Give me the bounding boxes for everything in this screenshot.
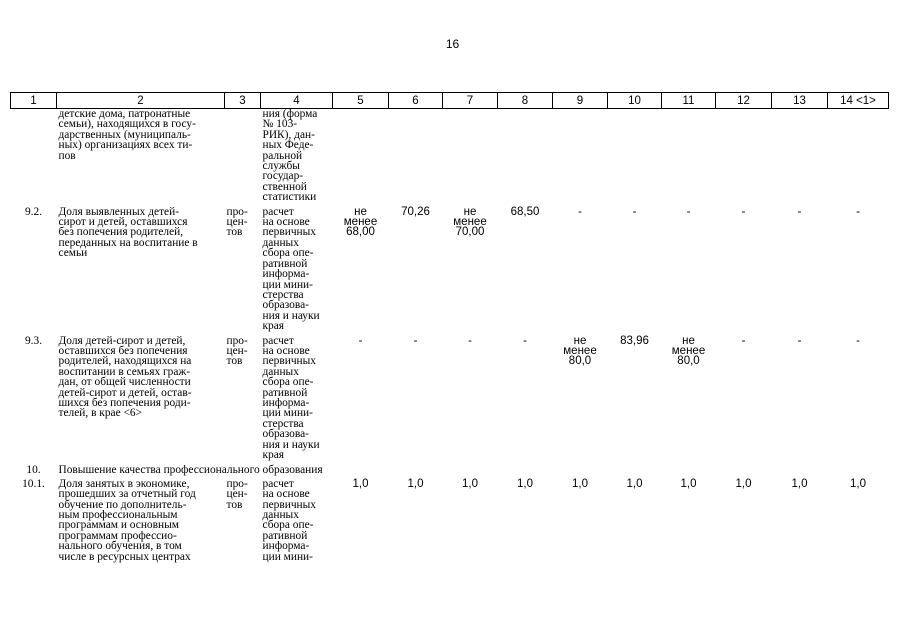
value-cell: - (686, 205, 691, 218)
col-header: 13 (772, 93, 828, 109)
col-header: 7 (443, 93, 498, 109)
unit (225, 109, 261, 203)
value-cell: 83,96 (620, 334, 649, 347)
table-row (11, 332, 889, 461)
indicator-name: детские дома, патронатные семьи), находящихся в госу- дарственных (муниципаль- ных) организациях всех ти- пов (58, 108, 196, 162)
data-source: ния (форма № 103- РИК), дан- ных Феде- ральной службы государ- ственной статистики (262, 108, 318, 204)
value-cell: 70,26 (401, 205, 430, 218)
row-number: 9.2. (24, 205, 43, 218)
value-cell: - (856, 334, 860, 347)
col-header: 3 (225, 93, 261, 109)
col-header: 12 (716, 93, 772, 109)
unit: про- цен- тов (226, 334, 248, 368)
value-cell: 1,0 (680, 477, 697, 490)
value-cell (608, 109, 662, 203)
section-title: Повышение качества профессионального образования (58, 464, 323, 477)
value-cell: 1,0 (850, 477, 866, 490)
value-cell (498, 109, 553, 203)
row-number: 10.1. (22, 477, 45, 490)
indicator-name: Доля занятых в экономике, прошедших за отчетный год обучение по дополнитель- ным профессиональным программам и основным программам профессио- нального обучения, в том числе в ресурсных центрах (58, 477, 196, 563)
value-cell (443, 109, 498, 203)
value-cell: - (523, 334, 527, 347)
col-header: 5 (333, 93, 389, 109)
value-cell (828, 109, 889, 203)
row-number: 9.3. (24, 334, 43, 347)
col-header: 10 (608, 93, 662, 109)
section-row (11, 460, 889, 475)
unit: про- цен- тов (226, 477, 248, 511)
indicators-table (10, 92, 889, 562)
data-source: расчет на основе первичных данных сбора опе- ративной информа- ции мини- (262, 477, 316, 563)
row-number: 10. (26, 464, 41, 477)
col-header: 4 (261, 93, 333, 109)
indicator-name: Доля детей-сирот и детей, оставшихся без попечения родителей, находящихся на воспитании в семьях граж- дан, от общей численности детей-сирот и детей, остав- шихся без попечения роди- телей, в крае <6> (58, 334, 192, 420)
value-cell: не менее 80,0 (563, 334, 597, 368)
value-cell: 68,50 (510, 205, 540, 218)
value-cell: - (797, 334, 802, 347)
unit: про- цен- тов (226, 205, 248, 239)
value-cell: 1,0 (407, 477, 424, 490)
indicator-name: Доля выявленных детей- сирот и детей, оставшихся без попечения родителей, переданных на воспитание в семьи (58, 205, 198, 260)
col-header: 6 (389, 93, 443, 109)
table-row (11, 476, 889, 562)
value-cell: - (358, 334, 363, 347)
value-cell: 1,0 (352, 477, 369, 490)
page-number: 16 (445, 37, 460, 51)
value-cell: - (741, 205, 746, 218)
col-header: 2 (57, 93, 225, 109)
value-cell: 1,0 (791, 477, 808, 490)
value-cell: - (578, 205, 582, 218)
value-cell: - (797, 205, 802, 218)
col-header: 8 (498, 93, 553, 109)
value-cell (716, 109, 772, 203)
value-cell (772, 109, 828, 203)
value-cell (333, 109, 389, 203)
value-cell: не менее 70,00 (453, 205, 487, 239)
value-cell (662, 109, 716, 203)
value-cell: - (741, 334, 746, 347)
value-cell: - (468, 334, 472, 347)
value-cell: 1,0 (735, 477, 752, 490)
table-row (11, 203, 889, 332)
col-header: 14 <1> (828, 93, 889, 109)
col-header: 1 (11, 93, 57, 109)
table-row (11, 109, 889, 203)
value-cell (389, 109, 443, 203)
column-number-row (11, 93, 889, 109)
data-source: расчет на основе первичных данных сбора опе- ративной информа- ции мини- стерства образова- ния и науки края (262, 334, 320, 461)
value-cell: - (632, 205, 637, 218)
value-cell: - (413, 334, 418, 347)
value-cell: не менее 80,0 (671, 334, 706, 368)
value-cell: 1,0 (572, 477, 588, 490)
value-cell (553, 109, 608, 203)
col-header: 9 (553, 93, 608, 109)
value-cell: 1,0 (462, 477, 478, 490)
value-cell: не менее 68,00 (343, 205, 378, 239)
row-number (11, 109, 57, 203)
data-source: расчет на основе первичных данных сбора опе- ративной информа- ции мини- стерства образова- ния и науки края (262, 205, 320, 333)
col-header: 11 (662, 93, 716, 109)
value-cell: - (856, 205, 860, 218)
value-cell: 1,0 (517, 477, 533, 490)
value-cell: 1,0 (626, 477, 643, 490)
